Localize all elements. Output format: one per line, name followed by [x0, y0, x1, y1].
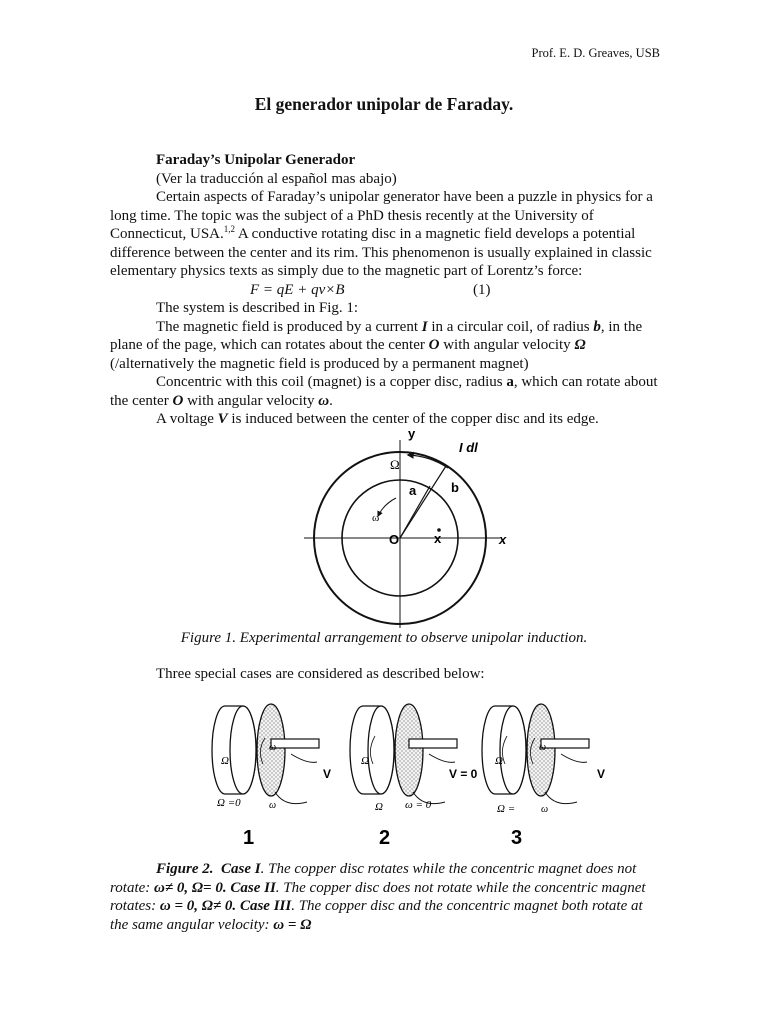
- case-2-number: 2: [379, 827, 391, 849]
- caption-text-3: . The copper disc and the concentric magnet both rotate at the same angular velocity:: [110, 898, 643, 933]
- case-1-Omega: Ω: [221, 755, 229, 767]
- magnet-face-1: [230, 706, 256, 794]
- case-2-title: Case II: [226, 879, 276, 896]
- symbol-I: I: [421, 318, 428, 335]
- text-run: with angular velocity: [183, 392, 319, 409]
- text-run: in a circular coil, of radius: [427, 318, 594, 335]
- lorentz-equation: [110, 281, 658, 300]
- paragraph-intro-part1: Certain aspects of Faraday’s unipolar generator have been a puzzle in physics for a long time. The topic was the subject of a PhD thesis recently at the University of Connecticut, USA.: [110, 189, 653, 242]
- shaft-3: [541, 739, 589, 748]
- case-2-Omega: Ω: [361, 755, 369, 767]
- figure-1-diagram: [312, 428, 524, 556]
- case-3-number: 3: [511, 827, 523, 849]
- equation-number: (1): [473, 281, 491, 298]
- omega-arrow: [378, 498, 396, 516]
- main-text: [110, 151, 658, 429]
- case-1-group: [212, 704, 331, 849]
- magnet-face-2: [368, 706, 394, 794]
- case-3-bottom-left: Ω =: [497, 803, 516, 815]
- label-b: b: [451, 480, 459, 495]
- text-run: , which can rotate about the center: [110, 374, 658, 409]
- label-O: O: [389, 532, 400, 547]
- case-1-V: V: [323, 767, 332, 781]
- case-3-Omega: Ω: [495, 755, 503, 767]
- figure-2-label: Figure 2.: [156, 861, 214, 877]
- symbol-a: a: [506, 374, 514, 390]
- case-1-title: Case I: [221, 861, 261, 877]
- figure-1-caption: Figure 1. Experimental arrangement to observe unipolar induction.: [180, 630, 588, 646]
- page-header-author: Prof. E. D. Greaves, USB: [531, 46, 660, 60]
- paragraph-field: [110, 318, 658, 374]
- caption-cond-2: ω = 0, Ω≠ 0.: [159, 898, 237, 914]
- case-2-bottom-left: Ω: [375, 801, 383, 813]
- case-1-number: 1: [243, 827, 255, 849]
- text-run: (/alternatively the magnetic field is produced by a permanent magnet): [110, 355, 529, 372]
- section-subtitle: (Ver la traducción al español mas abajo): [156, 170, 397, 187]
- case-2-V: V = 0: [449, 767, 478, 781]
- paragraph-intro-part2: A conductive rotating disc in a magnetic field develops a potential difference between the center and its rim. This phenomenon is usually explained in classic elementary physics texts as simply due to the magnetic part of Lorentz’s force:: [110, 226, 652, 279]
- caption-text-2: . The copper disc does not rotate while the concentric magnet rotates:: [110, 879, 646, 914]
- case-2-bottom-right: ω = 0: [405, 799, 432, 811]
- page-title: El generador unipolar de Faraday.: [254, 94, 514, 114]
- figure-2-diagram: [205, 698, 625, 850]
- symbol-O: O: [428, 337, 440, 353]
- label-xmark: x: [434, 531, 442, 546]
- cases-intro: Three special cases are considered as described below:: [156, 666, 485, 682]
- text-run: .: [329, 392, 333, 409]
- text-run: is induced between the center of the copper disc and its edge.: [227, 411, 599, 427]
- label-omega: ω: [372, 512, 380, 524]
- case-3-V: V: [597, 767, 606, 781]
- case-2-group: [350, 704, 478, 849]
- label-Idl: I dl: [459, 440, 478, 455]
- case-3-group: [482, 704, 605, 849]
- radius-b-line: [400, 466, 446, 538]
- text-run: , in the plane of the page, which can rotates about the center: [110, 318, 643, 353]
- figure-2-caption: [110, 860, 660, 934]
- case-1-bottom-left: Ω =0: [217, 797, 241, 809]
- paragraph-system: The system is described in Fig. 1:: [156, 300, 359, 316]
- magnet-face-3: [500, 706, 526, 794]
- case-3-bottom-right: ω: [541, 804, 549, 815]
- case-1-bottom-right: ω: [269, 800, 277, 811]
- paragraph-intro: [110, 188, 658, 281]
- paragraph-disc: [110, 373, 658, 410]
- symbol-Omega: Ω: [574, 337, 586, 353]
- paragraph-voltage: [110, 410, 658, 429]
- reference-superscript: 1,2: [223, 224, 235, 234]
- label-Omega: Ω: [390, 457, 400, 472]
- symbol-omega: ω: [318, 392, 330, 409]
- label-x: x: [499, 532, 507, 547]
- case-3-title: Case III: [236, 898, 292, 914]
- symbol-b: b: [593, 318, 601, 335]
- symbol-V: V: [217, 411, 228, 427]
- text-run: A voltage: [156, 411, 218, 427]
- equation-text: F = qE + qv×B: [250, 281, 345, 298]
- case-1-omega: ω: [269, 742, 277, 753]
- shaft-2: [409, 739, 457, 748]
- case-3-omega: ω: [539, 742, 547, 753]
- text-run: with angular velocity: [439, 337, 575, 353]
- text-run: The magnetic field is produced by a current: [156, 318, 422, 335]
- label-a: a: [409, 483, 417, 498]
- label-y: y: [408, 426, 416, 441]
- caption-cond-3: ω = Ω: [273, 916, 312, 933]
- caption-cond-1: ω≠ 0, Ω= 0.: [154, 879, 227, 896]
- section-title: Faraday’s Unipolar Generador: [156, 152, 356, 168]
- copper-disc-2: [395, 704, 423, 796]
- symbol-O: O: [172, 392, 184, 409]
- caption-text-1: . The copper disc rotates while the concentric magnet does not rotate:: [110, 861, 637, 896]
- shaft-1: [271, 739, 319, 748]
- text-run: Concentric with this coil (magnet) is a copper disc, radius: [156, 374, 507, 390]
